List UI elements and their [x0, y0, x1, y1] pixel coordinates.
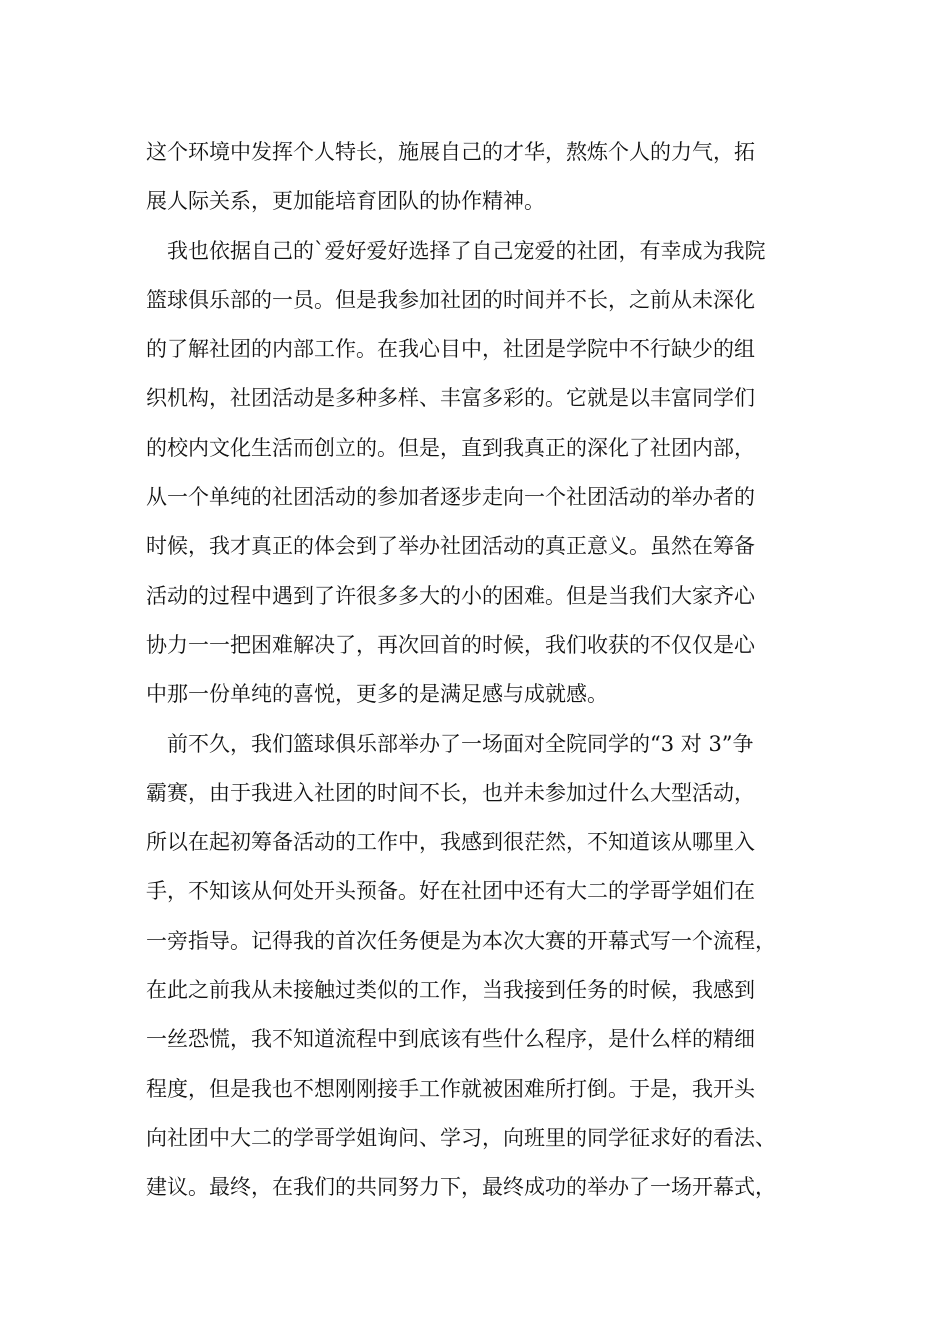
text-line: 向社团中大二的学哥学姐询问、学习，向班里的同学征求好的看法、 — [146, 1125, 776, 1150]
text-line: 前不久，我们篮球俱乐部举办了一场面对全院同学的“3 对 3”争 — [146, 731, 754, 756]
text-line: 的了解社团的内部工作。在我心目中，社团是学院中不行缺少的组 — [146, 337, 755, 362]
text-line: 的校内文化生活而创立的。但是，直到我真正的深化了社团内部， — [146, 435, 755, 460]
text-line: 一旁指导。记得我的首次任务便是为本次大赛的开幕式写一个流程， — [146, 928, 776, 953]
text-line: 手，不知该从何处开头预备。好在社团中还有大二的学哥学姐们在 — [146, 879, 755, 904]
text-line: 程度，但是我也不想刚刚接手工作就被困难所打倒。于是，我开头 — [146, 1076, 755, 1101]
text-line: 中那一份单纯的喜悦，更多的是满足感与成就感。 — [146, 682, 608, 707]
text-line: 霸赛，由于我进入社团的时间不长，也并未参加过什么大型活动， — [146, 780, 755, 805]
text-line: 篮球俱乐部的一员。但是我参加社团的时间并不长，之前从未深化 — [146, 287, 755, 312]
text-line: 所以在起初筹备活动的工作中，我感到很茫然，不知道该从哪里入 — [146, 830, 755, 855]
text-line: 时候，我才真正的体会到了举办社团活动的真正意义。虽然在筹备 — [146, 534, 755, 559]
text-line: 一丝恐慌，我不知道流程中到底该有些什么程序，是什么样的精细 — [146, 1027, 755, 1052]
text-line: 这个环境中发挥个人特长，施展自己的才华，熬炼个人的力气，拓 — [146, 140, 755, 164]
text-line: 从一个单纯的社团活动的参加者逐步走向一个社团活动的举办者的 — [146, 485, 755, 510]
text-line: 建议。最终，在我们的共同努力下，最终成功的举办了一场开幕式， — [146, 1175, 776, 1200]
text-line: 织机构，社团活动是多种多样、丰富多彩的。它就是以丰富同学们 — [146, 386, 755, 411]
text-line: 展人际关系，更加能培育团队的协作精神。 — [146, 189, 545, 214]
body-text — [146, 128, 836, 1213]
text-line: 在此之前我从未接触过类似的工作，当我接到任务的时候，我感到 — [146, 978, 755, 1003]
text-line: 我也依据自己的`爱好爱好选择了自己宠爱的社团，有幸成为我院 — [146, 238, 766, 263]
text-line: 活动的过程中遇到了许很多多大的小的困难。但是当我们大家齐心 — [146, 583, 755, 608]
text-line: 协力一一把困难解决了，再次回首的时候，我们收获的不仅仅是心 — [146, 632, 755, 657]
